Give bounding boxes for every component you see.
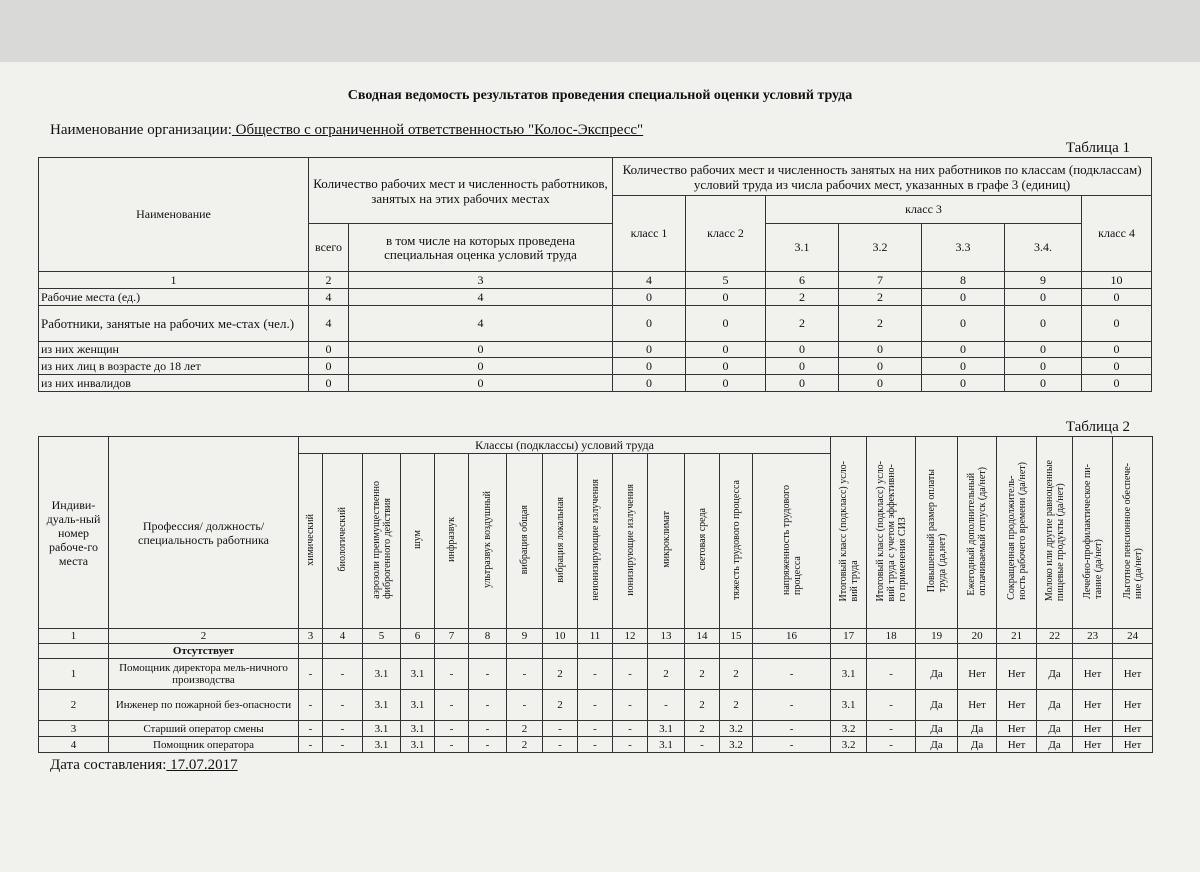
class-cell: - [613,659,648,690]
cell-value: 0 [922,306,1005,342]
section-row [39,644,1153,659]
cell-value: 0 [686,289,766,306]
t2-header-profession: Профессия/ должность/ специальность работника [109,437,299,629]
t2-colnum: 20 [958,629,997,644]
class-cell: Нет [997,721,1037,737]
class-cell: Нет [1073,659,1113,690]
class-cell: 3.1 [363,659,401,690]
class-cell: Нет [1113,690,1153,721]
class-cell: - [323,737,363,753]
t1-header-name: Наименование [39,158,309,272]
row-label: из них инвалидов [39,375,309,392]
class-cell: - [469,737,507,753]
class-cell: - [435,690,469,721]
cell-value: 4 [349,289,613,306]
section-cell-empty [720,644,753,659]
class-cell: 3.1 [831,690,867,721]
class-cell: - [867,737,916,753]
cell-value: 0 [349,358,613,375]
cell-value: 0 [309,358,349,375]
table-row [39,358,1152,375]
class-cell: Нет [1113,659,1153,690]
cell-value: 0 [839,342,922,358]
class-cell: Нет [1113,721,1153,737]
t1-header-classes: Количество рабочих мест и численность занятых на них работников по классам (подклассам) условий труда из числа рабочих мест, указанных в графе 3 (единиц) [613,158,1152,196]
cell-value: 0 [613,375,686,392]
class-cell: Да [1037,659,1073,690]
t2-colnum: 6 [401,629,435,644]
t2-header-factor [435,454,469,629]
section-cell-empty [299,644,323,659]
organization-line [50,122,643,139]
t1-header-assessed: в том числе на которых проведена специальная оценка условий труда [349,224,613,272]
cell-value: 0 [1082,289,1152,306]
t2-header-classes: Классы (подклассы) условий труда [299,437,831,454]
table-row [39,375,1152,392]
t2-colnum: 10 [543,629,578,644]
t1-colnum: 1 [39,272,309,289]
t2-colnum: 8 [469,629,507,644]
class-cell: Нет [958,659,997,690]
section-cell-empty [648,644,685,659]
t2-header-summary-text: Лечебно-профилактическое пи- тание (да/нет) [1081,463,1104,599]
profession: Помощник директора мель-ничного производства [109,659,299,690]
t1-colnum: 5 [686,272,766,289]
t1-header-sub-3-1: 3.1 [766,224,839,272]
class-cell: - [507,659,543,690]
organization-name: Общество с ограниченной ответственностью "Колос-Экспресс" [231,122,644,138]
cell-value: 0 [613,289,686,306]
t2-header-summary [1073,437,1113,629]
cell-value: 0 [1082,375,1152,392]
class-cell: - [753,659,831,690]
date-label: Дата составления: [50,757,167,773]
section-cell-empty [469,644,507,659]
section-cell-empty [1113,644,1153,659]
class-cell: - [613,690,648,721]
cell-value: 0 [1005,358,1082,375]
t2-header-factor-text: вибрация локальная [554,496,566,583]
class-cell: - [435,721,469,737]
cell-value: 0 [613,306,686,342]
section-cell-empty [401,644,435,659]
class-cell: 2 [543,690,578,721]
class-cell: - [578,690,613,721]
t2-colnum: 11 [578,629,613,644]
class-cell: - [323,721,363,737]
class-cell: Нет [997,690,1037,721]
t1-colnum: 6 [766,272,839,289]
class-cell: Да [916,659,958,690]
profession: Помощник оператора [109,737,299,753]
workplace-table [38,436,1153,753]
t2-colnum: 7 [435,629,469,644]
class-cell: 2 [685,721,720,737]
class-cell: - [299,659,323,690]
section-cell-empty [1073,644,1113,659]
cell-value: 0 [766,342,839,358]
cell-value: 0 [1082,358,1152,375]
section-cell-empty [1037,644,1073,659]
organization-label: Наименование организации: [50,122,232,138]
document-title: Сводная ведомость результатов проведения специальной оценки условий труда [347,88,853,103]
cell-value: 2 [839,289,922,306]
class-cell: Да [1037,737,1073,753]
class-cell: - [435,659,469,690]
t2-header-factor-text: напряженность трудового процесса [780,484,803,595]
class-cell: Да [916,721,958,737]
table-row [39,721,1153,737]
cell-value: 0 [686,375,766,392]
class-cell: - [867,721,916,737]
t1-header-sub-3-3: 3.3 [922,224,1005,272]
section-label: Отсутствует [109,644,299,659]
t2-header-factor [469,454,507,629]
class-cell: - [867,659,916,690]
class-cell: - [613,721,648,737]
cell-value: 4 [309,289,349,306]
t1-header-total: всего [309,224,349,272]
cell-value: 4 [349,306,613,342]
class-cell: 2 [507,737,543,753]
class-cell: - [867,690,916,721]
profession: Старший оператор смены [109,721,299,737]
section-cell-empty [435,644,469,659]
t2-colnum: 12 [613,629,648,644]
t2-colnum: 9 [507,629,543,644]
t2-colnum: 21 [997,629,1037,644]
class-cell: Нет [997,659,1037,690]
table-row [39,659,1153,690]
class-cell: - [578,721,613,737]
class-cell: - [753,737,831,753]
class-cell: Нет [1073,721,1113,737]
row-label: из них лиц в возрасте до 18 лет [39,358,309,375]
t2-header-factor-text: ионизирующие излучения [624,483,636,596]
cell-value: 0 [1082,342,1152,358]
date-value: 17.07.2017 [166,757,238,773]
section-cell-empty [685,644,720,659]
class-cell: Да [958,721,997,737]
class-cell: - [648,690,685,721]
row-label: из них женщин [39,342,309,358]
table-row [39,306,1152,342]
t2-header-factor-text: биологический [337,507,348,572]
class-cell: 3.1 [363,721,401,737]
workplace-id: 4 [39,737,109,753]
class-cell: - [469,659,507,690]
cell-value: 0 [1005,289,1082,306]
table-row [39,342,1152,358]
class-cell: - [323,659,363,690]
cell-value: 2 [839,306,922,342]
workplace-id: 2 [39,690,109,721]
cell-value: 0 [1005,375,1082,392]
section-cell-empty [867,644,916,659]
profession: Инженер по пожарной без-опасности [109,690,299,721]
t2-header-summary [867,437,916,629]
class-cell: - [469,721,507,737]
t2-header-factor [543,454,578,629]
class-cell: - [578,659,613,690]
table-row [39,737,1153,753]
cell-value: 0 [349,342,613,358]
t2-header-summary-text: Итоговый класс (подкласс) усло- вий труда с учетом эффективно- го применения СИЗ [874,460,908,602]
cell-value: 2 [766,289,839,306]
class-cell: Нет [1073,737,1113,753]
t2-header-summary-text: Сокращенная продолжитель- ность рабочего времени (да/нет) [1005,462,1028,600]
t2-colnum-row [39,629,1153,644]
table-row [39,690,1153,721]
class-cell: - [299,721,323,737]
class-cell: 2 [720,659,753,690]
class-cell: - [753,690,831,721]
t2-colnum: 16 [753,629,831,644]
t2-header-factor-text: химический [305,513,316,566]
t2-header-summary-text: Ежегодный дополнительный оплачиваемый отпуск (да/нет) [966,466,989,596]
class-cell: 3.1 [648,737,685,753]
class-cell: - [469,690,507,721]
t1-colnum: 4 [613,272,686,289]
t2-header-factor [720,454,753,629]
compilation-date [50,757,238,774]
class-cell: 3.1 [401,737,435,753]
section-cell-empty [753,644,831,659]
t2-colnum: 18 [867,629,916,644]
class-cell: 2 [685,659,720,690]
t2-header-factor [753,454,831,629]
class-cell: 3.2 [831,721,867,737]
t2-header-factor-text: микроклимат [660,511,672,568]
t2-colnum: 17 [831,629,867,644]
row-label: Работники, занятые на рабочих ме-стах (чел.) [39,306,309,342]
class-cell: Да [958,737,997,753]
class-cell: Да [916,690,958,721]
cell-value: 0 [922,358,1005,375]
class-cell: Нет [958,690,997,721]
class-cell: - [543,721,578,737]
section-cell-empty [958,644,997,659]
workplace-id: 3 [39,721,109,737]
table1-caption: Таблица 1 [1065,140,1130,156]
cell-value: 0 [686,306,766,342]
cell-value: 0 [766,358,839,375]
class-cell: - [299,690,323,721]
t2-header-factor [323,454,363,629]
section-cell-empty [578,644,613,659]
cell-value: 0 [766,375,839,392]
cell-value: 2 [766,306,839,342]
cell-value: 0 [686,358,766,375]
t2-header-factor-text: вибрация общая [519,504,530,575]
t2-header-summary [958,437,997,629]
t2-header-factor [685,454,720,629]
t2-header-summary-text: Молоко или другие равноценные пищевые продукты (да/нет) [1043,460,1066,602]
t2-colnum: 1 [39,629,109,644]
class-cell: Нет [1073,690,1113,721]
class-cell: 2 [507,721,543,737]
t2-colnum: 15 [720,629,753,644]
t2-header-summary-text: Итоговый класс (подкласс) усло- вий труда [837,460,860,602]
class-cell: 3.1 [401,659,435,690]
t1-colnum: 8 [922,272,1005,289]
cell-value: 0 [1082,306,1152,342]
section-cell-empty [831,644,867,659]
class-cell: 3.1 [401,690,435,721]
t2-header-factor-text: ультразвук воздушный [482,491,493,588]
t2-colnum: 13 [648,629,685,644]
class-cell: - [578,737,613,753]
t1-header-sub-3-4: 3.4. [1005,224,1082,272]
section-cell-empty [997,644,1037,659]
cell-value: 0 [922,342,1005,358]
cell-value: 0 [1005,342,1082,358]
class-cell: 3.2 [831,737,867,753]
t2-colnum: 23 [1073,629,1113,644]
class-cell: - [299,737,323,753]
class-cell: 3.1 [401,721,435,737]
section-cell-empty [916,644,958,659]
t2-header-factor [507,454,543,629]
t2-header-id: Индиви-дуаль-ный номер рабоче-го места [39,437,109,629]
t1-colnum: 9 [1005,272,1082,289]
t2-header-summary-text: Повышенный размер оплаты труда (да,нет) [925,469,948,593]
class-cell: - [435,737,469,753]
class-cell: - [323,690,363,721]
class-cell: 2 [543,659,578,690]
class-cell: - [613,737,648,753]
section-cell-empty [323,644,363,659]
class-cell: Да [1037,721,1073,737]
cell-value: 0 [613,342,686,358]
t1-colnum: 7 [839,272,922,289]
t2-header-factor [578,454,613,629]
cell-value: 0 [686,342,766,358]
t1-colnum: 3 [349,272,613,289]
t2-header-factor [401,454,435,629]
cell-value: 0 [349,375,613,392]
table-row [39,289,1152,306]
section-cell-empty [363,644,401,659]
t2-header-summary-text: Льготное пенсионное обеспече- ние (да/нет) [1121,463,1144,599]
scan-top-margin [0,0,1200,63]
class-cell: 3.1 [363,737,401,753]
cell-value: 0 [839,375,922,392]
t2-header-summary [1037,437,1073,629]
class-cell: - [753,721,831,737]
t1-header-class3: класс 3 [766,196,1082,224]
table2-caption: Таблица 2 [1065,419,1130,435]
t1-header-class2: класс 2 [686,196,766,272]
t2-colnum: 3 [299,629,323,644]
t2-header-factor-text: неионизирующие излучения [589,478,601,601]
t1-header-class4: класс 4 [1082,196,1152,272]
row-label: Рабочие места (ед.) [39,289,309,306]
cell-value: 0 [309,342,349,358]
t2-colnum: 4 [323,629,363,644]
class-cell: 2 [648,659,685,690]
class-cell: 3.1 [648,721,685,737]
class-cell: - [685,737,720,753]
class-cell: 3.2 [720,737,753,753]
t2-header-factor-text: тяжесть трудового процесса [730,479,742,600]
t2-header-factor [648,454,685,629]
cell-value: 0 [1005,306,1082,342]
cell-value: 0 [309,375,349,392]
t2-header-summary [831,437,867,629]
t2-header-summary [997,437,1037,629]
cell-value: 0 [839,358,922,375]
t2-header-factor [363,454,401,629]
t1-header-sub-3-2: 3.2 [839,224,922,272]
summary-table [38,157,1152,392]
cell-value: 0 [922,289,1005,306]
workplace-id: 1 [39,659,109,690]
section-cell-empty [613,644,648,659]
section-cell-empty [543,644,578,659]
t2-header-summary [1113,437,1153,629]
t1-header-count: Количество рабочих мест и численность работников, занятых на этих рабочих местах [309,158,613,224]
class-cell: 3.1 [363,690,401,721]
t2-colnum: 24 [1113,629,1153,644]
t2-colnum: 22 [1037,629,1073,644]
t2-colnum: 14 [685,629,720,644]
t2-colnum: 19 [916,629,958,644]
section-cell-empty [507,644,543,659]
class-cell: 2 [685,690,720,721]
t2-header-factor-text: инфразвук [446,517,457,562]
section-cell-empty [39,644,109,659]
class-cell: - [507,690,543,721]
class-cell: - [543,737,578,753]
t2-colnum: 2 [109,629,299,644]
t2-header-factor [299,454,323,629]
t2-header-summary [916,437,958,629]
t2-header-factor-text: шум [412,530,423,549]
t1-header-class1: класс 1 [613,196,686,272]
class-cell: 2 [720,690,753,721]
cell-value: 0 [922,375,1005,392]
class-cell: Нет [997,737,1037,753]
class-cell: 3.2 [720,721,753,737]
workplace-rows [39,659,1153,753]
t2-header-factor [613,454,648,629]
t1-colnum: 10 [1082,272,1152,289]
t2-header-factor-text: аэрозоли преимущественно фиброгенного действия [370,480,393,599]
class-cell: Да [916,737,958,753]
cell-value: 0 [613,358,686,375]
class-cell: Нет [1113,737,1153,753]
class-cell: 3.1 [831,659,867,690]
t1-colnum: 2 [309,272,349,289]
t2-colnum: 5 [363,629,401,644]
class-cell: Да [1037,690,1073,721]
t2-header-factor-text: световая среда [696,508,708,571]
cell-value: 4 [309,306,349,342]
